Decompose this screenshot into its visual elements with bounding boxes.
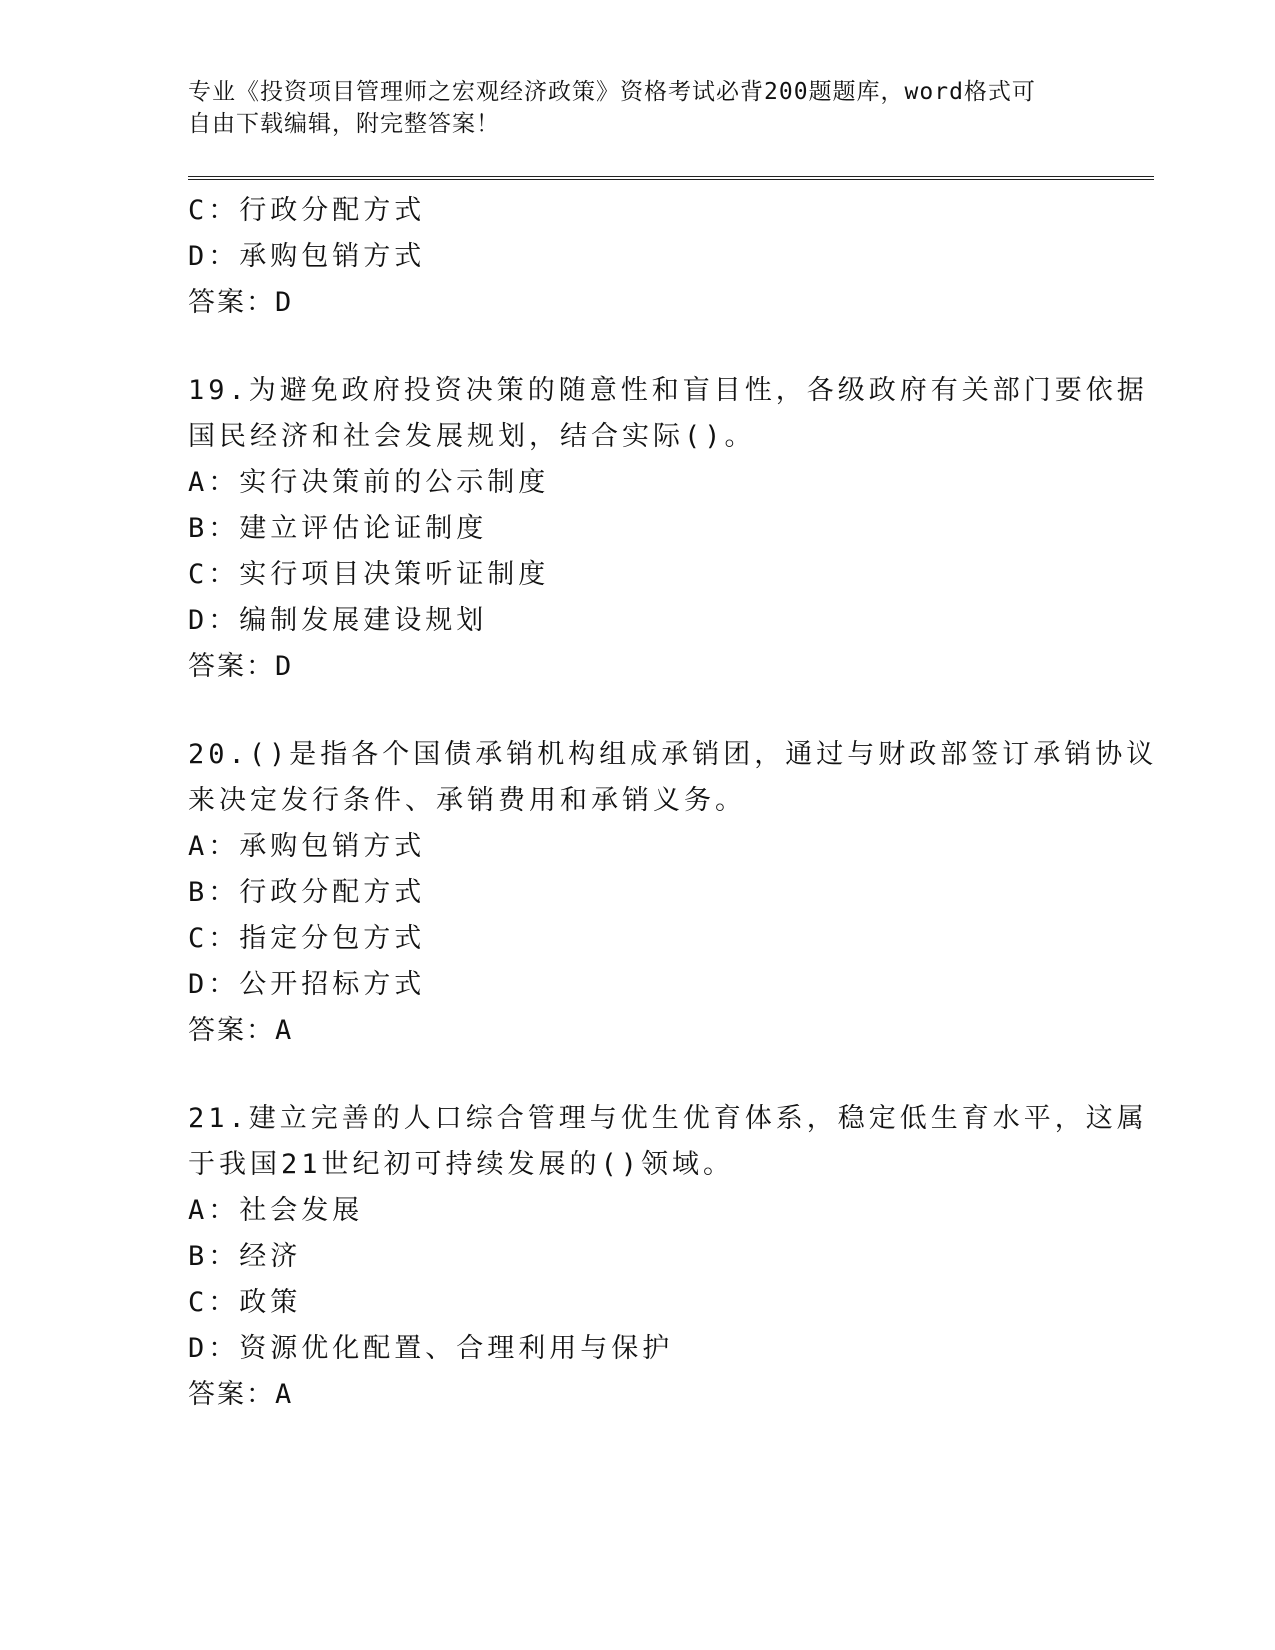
option-b: B：建立评估论证制度 — [188, 513, 488, 544]
question-stem-line: 20.()是指各个国债承销机构组成承销团，通过与财政部签订承销协议 — [188, 739, 1158, 770]
option-b: B：行政分配方式 — [188, 877, 426, 908]
question-stem-line: 19.为避免政府投资决策的随意性和盲目性，各级政府有关部门要依据 — [188, 375, 1148, 406]
question-stem-line: 21.建立完善的人口综合管理与优生优育体系，稳定低生育水平，这属 — [188, 1103, 1148, 1134]
option-a: A：承购包销方式 — [188, 831, 426, 862]
header-divider — [188, 176, 1154, 180]
option-d: D：承购包销方式 — [188, 241, 426, 272]
question-list — [188, 188, 1158, 1418]
option-b: B：经济 — [188, 1241, 302, 1272]
question-stem-line: 于我国21世纪初可持续发展的()领域。 — [188, 1149, 735, 1180]
question-block-21 — [188, 1096, 1148, 1418]
option-d: D：公开招标方式 — [188, 969, 426, 1000]
option-a: A：社会发展 — [188, 1195, 364, 1226]
header-line-2: 自由下载编辑，附完整答案！ — [188, 111, 500, 137]
document-header — [188, 76, 1068, 140]
question-block-18-continued — [188, 188, 1148, 326]
answer-line: 答案：D — [188, 651, 294, 682]
option-c: C：实行项目决策听证制度 — [188, 559, 550, 590]
option-d: D：资源优化配置、合理利用与保护 — [188, 1333, 674, 1364]
answer-line: 答案：A — [188, 1379, 294, 1410]
question-stem-line: 国民经济和社会发展规划，结合实际()。 — [188, 421, 756, 452]
question-block-20 — [188, 732, 1158, 1054]
option-c: C：指定分包方式 — [188, 923, 426, 954]
question-block-19 — [188, 368, 1148, 690]
option-a: A：实行决策前的公示制度 — [188, 467, 550, 498]
answer-line: 答案：A — [188, 1015, 294, 1046]
option-d: D：编制发展建设规划 — [188, 605, 488, 636]
option-c: C：政策 — [188, 1287, 302, 1318]
option-c: C：行政分配方式 — [188, 195, 426, 226]
answer-line: 答案：D — [188, 287, 294, 318]
header-line-1: 专业《投资项目管理师之宏观经济政策》资格考试必背200题题库，word格式可 — [188, 79, 1036, 105]
question-stem-line: 来决定发行条件、承销费用和承销义务。 — [188, 785, 746, 816]
